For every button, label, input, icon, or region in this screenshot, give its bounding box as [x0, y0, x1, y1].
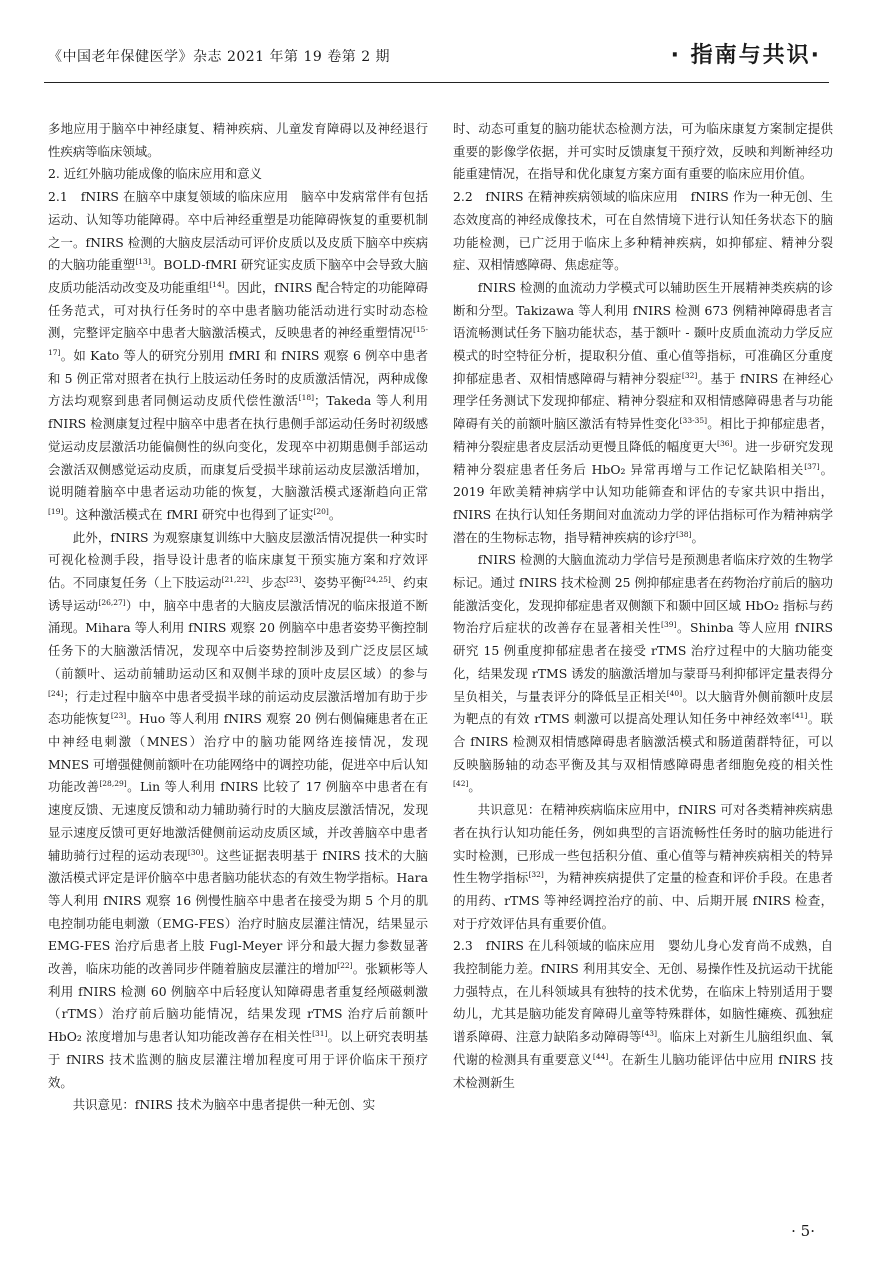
- page-number: · 5·: [791, 1222, 815, 1240]
- section-heading: 2. 近红外脑功能成像的临床应用和意义: [48, 166, 263, 182]
- paragraph: 多地应用于脑卒中神经康复、精神疾病、儿童发育障碍以及神经退行性疾病等临床领域。: [48, 121, 428, 159]
- paragraph: 此外，fNIRS 为观察康复训练中大脑皮层激活情况提供一种实时可视化检测手段，指导设计患者的临床康复干预实施方案和疗效评估。不同康复任务（上下肢运动[21,22]、步态[23]、姿势平衡[24,25]、约束诱导运动[26,27]）中，脑卒中患者的大脑皮层激活情况的临床报道不断涌现。Mihara 等人利用 fNIRS 观察 20 例脑卒中患者姿势平衡控制任务下的大脑激活情况，发现卒中后姿势控制涉及到广泛皮层区域（前额叶、运动前辅助运动区和双侧半球的顶叶皮层区域）的参与[24]；行走过程中脑卒中患者受损半球的前运动皮层激活增加有助于步态功能恢复[23]。Huo 等人利用 fNIRS 观察 20 例右侧偏瘫患者在正中神经电刺激（MNES）治疗中的脑功能网络连接情况，发现 MNES 可增强健侧前额叶在功能网络中的调控功能，促进卒中后认知功能改善[28,29]。Lin 等人利用 fNIRS 比较了 17 例脑卒中患者在有速度反馈、无速度反馈和动力辅助骑行时的大脑皮层激活情况，发现显示速度反馈可更好地激活健侧前运动皮质区域，并改善脑卒中患者辅助骑行过程的运动表现[30]。这些证据表明基于 fNIRS 技术的大脑激活模式评定是评价脑卒中患者脑功能状态的有效生物学指标。Hara 等人利用 fNIRS 观察 16 例慢性脑卒中患者在接受为期 5 个月的肌电控制功能电刺激（EMG-FES）治疗时脑皮层灌注情况，结果显示 EMG-FES 治疗后患者上肢 Fugl-Meyer 评分和最大握力参数显著改善，临床功能的改善同步伴随着脑皮层灌注的增加[22]。张颖彬等人利用 fNIRS 检测 60 例脑卒中后轻度认知障碍患者重复经颅磁刺激（rTMS）治疗前后脑功能情况，结果发现 rTMS 治疗后前额叶 HbO₂ 浓度增加与患者认知功能改善存在相关性[31]。以上研究表明基于 fNIRS 技术监测的脑皮层灌注增加程度可用于评价临床干预疗效。: [48, 529, 428, 1090]
- right-column: [453, 118, 833, 1238]
- section-header: · 指南与共识·: [670, 43, 821, 68]
- paragraph: 2.1 fNIRS 在脑卒中康复领域的临床应用 脑卒中发病常伴有包括运动、认知等功能障碍。卒中后神经重塑是功能障碍恢复的重要机制之一。fNIRS 检测的大脑皮层活动可评价皮质以及皮质下脑卒中疾病的大脑功能重塑[13]。BOLD-fMRI 研究证实皮质下脑卒中会导致大脑皮质功能活动改变及功能重组[14]。因此，fNIRS 配合特定的功能障碍任务范式，可对执行任务时的卒中患者脑功能活动进行实时动态检测，完整评定脑卒中患者大脑激活模式，反映患者的神经重塑情况[15-17]。如 Kato 等人的研究分别用 fMRI 和 fNIRS 观察 6 例卒中患者和 5 例正常对照者在执行上肢运动任务时的皮质激活情况，两种成像方法均观察到患者同侧运动皮质代偿性激活[18]；Takeda 等人利用 fNIRS 检测康复过程中脑卒中患者在执行患侧手部运动任务时初级感觉运动皮层激活功能偏侧性的纵向变化，发现卒中初期患侧手部运动会激活双侧感觉运动皮质，而康复后受损半球前运动皮层激活增加，说明随着脑卒中患者运动功能的恢复，大脑激活模式逐渐趋向正常[19]。这种激活模式在 fMRI 研究中也得到了证实[20]。: [48, 189, 428, 522]
- journal-header: 《中国老年保健医学》杂志 2021 年第 19 卷第 2 期: [48, 49, 391, 65]
- header-rule: [44, 82, 829, 83]
- left-column: [48, 118, 428, 1238]
- paragraph: 时、动态可重复的脑功能状态检测方法，可为临床康复方案制定提供重要的影像学依据，并可实时反馈康复干预疗效，反映和判断神经功能重建情况，在指导和优化康复方案方面有重要的临床应用价值。: [453, 121, 833, 182]
- paragraph: 2.3 fNIRS 在儿科领域的临床应用 婴幼儿身心发育尚不成熟，自我控制能力差。fNIRS 利用其安全、无创、易操作性及抗运动干扰能力强特点，在儿科领域具有独特的技术优势，在临床上特别适用于婴幼儿，尤其是脑功能发育障碍儿童等特殊群体，如脑性瘫痪、孤独症谱系障碍、注意力缺陷多动障碍等[43]。临床上对新生儿脑组织血、氧代谢的检测具有重要意义[44]。在新生儿脑功能评估中应用 fNIRS 技术检测新生: [453, 938, 833, 1090]
- paragraph: 共识意见：fNIRS 技术为脑卒中患者提供一种无创、实: [72, 1097, 376, 1113]
- paragraph: 共识意见：在精神疾病临床应用中，fNIRS 可对各类精神疾病患者在执行认知功能任务，例如典型的言语流畅性任务时的脑功能进行实时检测，已形成一些包括积分值、重心值等与精神疾病相关的特异性生物学指标[32]，为精神疾病提供了定量的检查和评价手段。在患者的用药、rTMS 等神经调控治疗的前、中、后期开展 fNIRS 检查，对于疗效评估具有重要价值。: [453, 802, 833, 931]
- paragraph: fNIRS 检测的大脑血流动力学信号是预测患者临床疗效的生物学标记。通过 fNIRS 技术检测 25 例抑郁症患者在药物治疗前后的脑功能激活变化，发现抑郁症患者双侧额下和颞中回区域 HbO₂ 指标与药物治疗后症状的改善存在显著相关性[39]。Shinba 等人应用 fNIRS 研究 15 例重度抑郁症患者在接受 rTMS 治疗过程中的大脑功能变化，结果发现 rTMS 诱发的脑激活增加与蒙哥马利抑郁评定量表得分呈负相关，与量表评分的降低呈正相关[40]。以大脑背外侧前额叶皮层为靶点的有效 rTMS 刺激可以提高处理认知任务中神经效率[41]。联合 fNIRS 检测双相情感障碍患者脑激活模式和肠道菌群特征，可以反映脑肠轴的动态平衡及其与双相情感障碍患者细胞免疫的相关性[42]。: [453, 552, 833, 795]
- paragraph: fNIRS 检测的血流动力学模式可以辅助医生开展精神类疾病的诊断和分型。Takizawa 等人利用 fNIRS 检测 673 例精神障碍患者言语流畅测试任务下脑功能状态，基于额叶 - 颞叶皮质血流动力学反应模式的时空特征分析，提取积分值、重心值等指标，可准确区分重度抑郁症患者、双相情感障碍与精神分裂症[32]。基于 fNIRS 在神经心理学任务测试下发现抑郁症、精神分裂症和双相情感障碍患者与功能障碍有关的前额叶脑区激活有特异性变化[33-35]。相比于抑郁症患者，精神分裂症患者皮层活动更慢且降低的幅度更大[36]。进一步研究发现精神分裂症患者任务后 HbO₂ 异常再增与工作记忆缺陷相关[37]。2019 年欧美精神病学中认知功能筛查和评估的专家共识中指出，fNIRS 在执行认知任务期间对血流动力学的评估指标可作为精神病学潜在的生物标志物，指导精神疾病的诊疗[38]。: [453, 279, 833, 545]
- paragraph: 2.2 fNIRS 在精神疾病领域的临床应用 fNIRS 作为一种无创、生态效度高的神经成像技术，可在自然情境下进行认知任务状态下的脑功能检测，已广泛用于临床上多种精神疾病，如抑郁症、精神分裂症、双相情感障碍、焦虑症等。: [453, 189, 833, 273]
